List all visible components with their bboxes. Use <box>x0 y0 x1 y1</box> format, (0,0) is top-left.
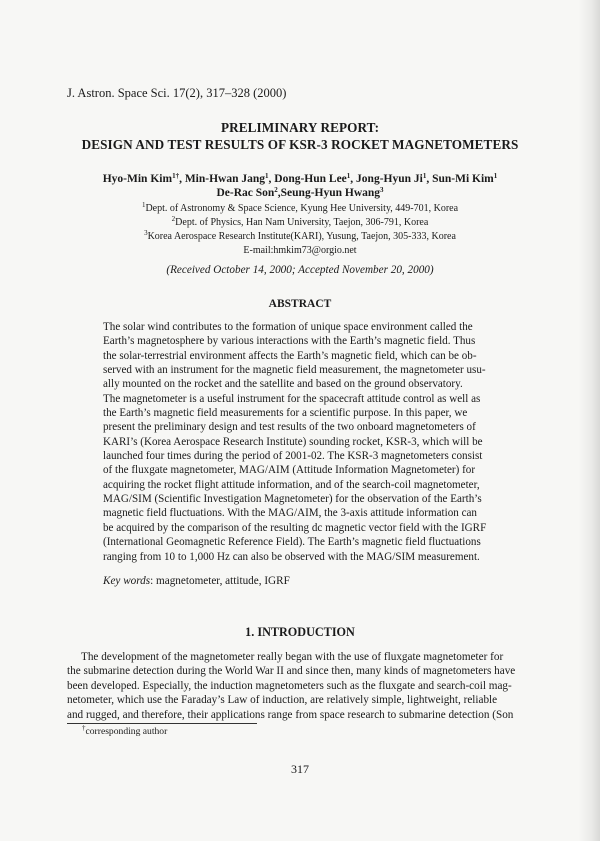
abstract-line: KARI’s (Korea Aerospace Research Institute) sounding rocket, KSR-3, which will be <box>103 435 483 448</box>
author-name: Sun-Mi Kim <box>432 173 494 185</box>
abstract-line: acquiring the rocket flight attitude information, and of the search-coil magnetometer, <box>103 478 480 491</box>
keywords-label: Key words <box>103 575 151 587</box>
affiliation-sup: 3 <box>144 229 148 237</box>
received-dates: (Received October 14, 2000; Accepted November 20, 2000) <box>166 264 434 276</box>
intro-line: netometer, which use the Faraday’s Law of induction, are relatively simple, lightweight, reliable <box>67 694 498 707</box>
affiliation-sup: 2 <box>171 215 176 223</box>
author-list-line-1: Hyo-Min Kim$^{1\dagger}$, Min-Hwan Jang$^1$, Dong-Hun Lee$^1$, Jong-Hyun Ji$^1$, Sun-Mi Kim$^1$ <box>102 172 498 185</box>
keywords <box>103 575 290 587</box>
affiliation <box>0 215 600 230</box>
footnote <box>82 726 167 737</box>
footnote-rule <box>67 723 257 724</box>
affiliation-sup: 1 <box>141 201 146 209</box>
abstract-line: (International Geomagnetic Reference Field). The Earth’s magnetic field fluctuations <box>103 536 481 549</box>
author-name: Min-Hwan Jang <box>184 173 266 185</box>
affiliation <box>0 229 600 244</box>
footnote-text: corresponding author <box>85 726 168 737</box>
abstract-line: ranging from 10 to 1,000 Hz can also be observed with the MAG/SIM measurement. <box>103 550 480 563</box>
abstract-line: MAG/SIM (Scientific Investigation Magnetometer) for the observation of the Earth’s <box>103 493 482 506</box>
abstract-line: The solar wind contributes to the formation of unique space environment called the <box>103 321 473 333</box>
intro-line: the submarine detection during the World War II and since then, many kinds of magnetometers have <box>67 665 516 678</box>
section-heading-introduction: 1. INTRODUCTION <box>245 625 355 639</box>
intro-line: been developed. Especially, the induction magnetometers such as the fluxgate and search-coil mag- <box>67 679 512 692</box>
abstract-line: of the fluxgate magnetometer, MAG/AIM (Attitude Information Magnetometer) for <box>103 464 476 477</box>
affiliation-text: Korea Aerospace Research Institute(KARI), Yusung, Taejon, 305-333, Korea <box>147 231 456 242</box>
author-name: De-Rac Son <box>216 187 275 199</box>
abstract-body <box>103 320 501 564</box>
abstract-line: ally mounted on the rocket and the satellite and based on the ground observatory. <box>103 378 463 391</box>
author-name: Jong-Hyun Ji <box>356 173 423 185</box>
affiliation-text: Dept. of Astronomy & Space Science, Kyung Hee University, 449-701, Korea <box>145 203 459 214</box>
page-number: 317 <box>291 762 309 776</box>
paper-title-line-1: PRELIMINARY REPORT: <box>220 120 380 135</box>
affiliation-text: Dept. of Physics, Han Nam University, Taejon, 306-791, Korea <box>175 217 429 228</box>
author-sup: 2 <box>274 186 278 194</box>
journal-citation: J. Astron. Space Sci. 17(2), 317–328 (2000) <box>67 86 287 100</box>
abstract-line: the solar-terrestrial environment affects the Earth’s magnetic field, which can be ob- <box>103 349 477 362</box>
keywords-text: : magnetometer, attitude, IGRF <box>150 575 290 587</box>
author-name: Seung-Hyun Hwang <box>280 187 381 199</box>
abstract-line: be acquired by the comparison of the resulting dc magnetic vector field with the IGRF <box>103 521 487 534</box>
author-name: Hyo-Min Kim <box>102 173 173 185</box>
abstract-line: served with an instrument for the magnetic field measurement, the magnetometer usu- <box>103 364 486 377</box>
author-sup: 1 <box>346 172 351 180</box>
introduction-body <box>67 650 537 722</box>
author-sup: 3 <box>380 186 384 194</box>
author-sup: 1† <box>172 172 180 180</box>
abstract-line: launched four times during the period of 2001-02. The KSR-3 magnetometers consist <box>103 450 483 463</box>
author-name: Dong-Hun Lee <box>274 173 347 185</box>
abstract-heading: ABSTRACT <box>268 298 332 310</box>
author-sup: 1 <box>265 172 269 180</box>
author-sup: 1 <box>493 172 498 180</box>
abstract-line: the Earth’s magnetic field measurements for a scientific purpose. In this paper, we <box>103 407 468 420</box>
email-address: E-mail:hmkim73@orgio.net <box>243 245 357 256</box>
author-list-line-2: De-Rac Son$^2$,Seung-Hyun Hwang$^3$ <box>216 186 384 199</box>
author-sup: 1 <box>422 172 427 180</box>
intro-line: and rugged, and therefore, their applications range from space research to submarine detection (Son <box>67 708 514 721</box>
footnote-sup: † <box>82 724 86 732</box>
abstract-line: Earth’s magnetosphere by various interactions with the Earth’s magnetic field. Thus <box>103 335 476 348</box>
affiliation <box>0 201 600 216</box>
intro-line: The development of the magnetometer really began with the use of fluxgate magnetometer for <box>81 651 504 663</box>
abstract-line: The magnetometer is a useful instrument for the spacecraft attitude control as well as <box>103 392 481 405</box>
abstract-line: present the preliminary design and test results of the two onboard magnetometers of <box>103 421 476 434</box>
scan-edge-shadow <box>578 0 600 841</box>
paper-title-line-2: DESIGN AND TEST RESULTS OF KSR-3 ROCKET MAGNETOMETERS <box>81 137 519 152</box>
abstract-line: magnetic field fluctuations. With the MAG/AIM, the 3-axis attitude information can <box>103 507 477 520</box>
